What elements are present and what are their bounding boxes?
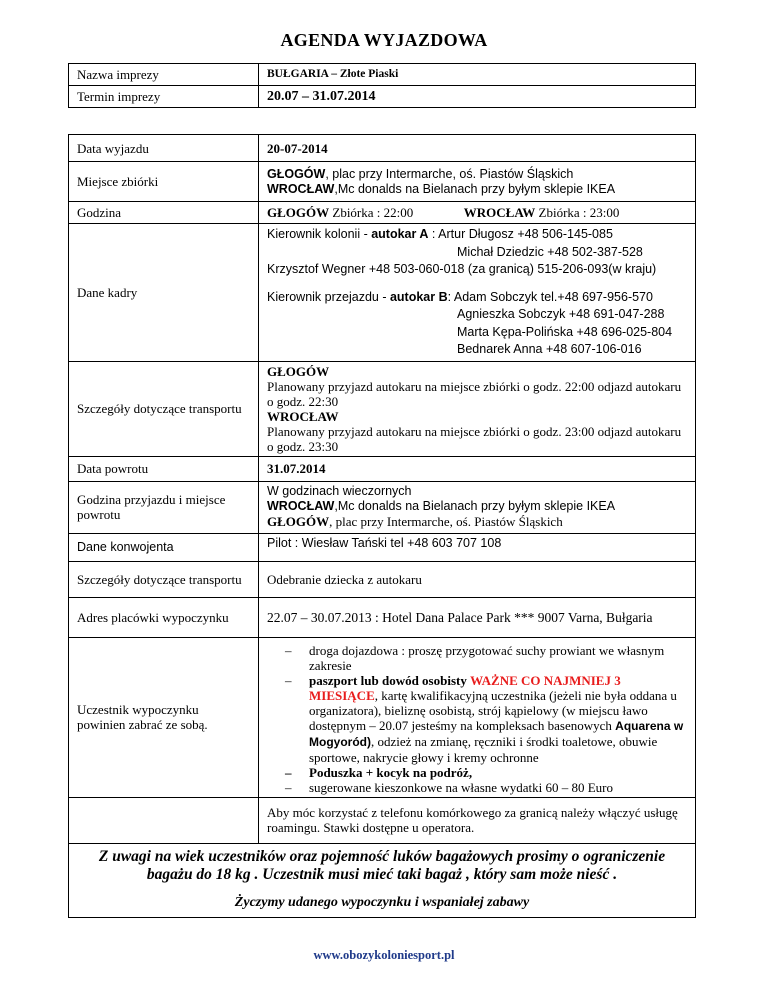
event-term-label: Termin imprezy (69, 86, 259, 108)
return-time-value: W godzinach wieczornych WROCŁAW,Mc donalds na Bielanach przy byłym sklepie IKEA GŁOGÓW, plac przy Intermarche, oś. Piastów Śląskich (259, 481, 696, 533)
time-value: GŁOGÓW Zbiórka : 22:00 WROCŁAW Zbiórka : 23:00 (259, 202, 696, 224)
event-term-value: 20.07 – 31.07.2014 (259, 86, 696, 108)
list-item: – sugerowane kieszonkowe na własne wydatki 60 – 80 Euro (285, 780, 687, 795)
convoy-value: Pilot : Wiesław Tański tel +48 603 707 108 (259, 533, 696, 561)
staff-value: Kierownik kolonii - autokar A : Artur Długosz +48 506-145-085 Michał Dziedzic +48 502-387-528 Krzysztof Wegner +48 503-060-018 (za granicą) 515-206-093(w kraju) Kierownik przejazdu - autokar B: Adam Sobczyk tel.+48 697-956-570 Agnieszka Sobczyk +48 691-047-288 Marta Kępa-Polińska +48 696-025-804 Bednarek Anna +48 607-106-016 (259, 224, 696, 362)
return-time-label: Godzina przyjazdu i miejsce powrotu (69, 481, 259, 533)
footer-cell (69, 843, 696, 917)
transport-details-2-value: Odebranie dziecka z autokaru (259, 561, 696, 597)
roaming-note: Aby móc korzystać z telefonu komórkowego za granicą należy włączyć usługę roamingu. Stawki dostępne u operatora. (259, 797, 696, 843)
gathering-place-label: Miejsce zbiórki (69, 162, 259, 202)
time-label: Godzina (69, 202, 259, 224)
transport-details-value: GŁOGÓW Planowany przyjazd autokaru na miejsce zbiórki o godz. 22:00 odjazd autokaru o godz. 22:30 WROCŁAW Planowany przyjazd autokaru na miejsce zbiórki o godz. 23:00 odjazd autokaru o godz. 23:30 (259, 361, 696, 456)
items-label: Uczestnik wypoczynku powinien zabrać ze sobą. (69, 637, 259, 797)
return-date-label: Data powrotu (69, 456, 259, 481)
list-item: – paszport lub dowód osobisty WAŻNE CO NAJMNIEJ 3 MIESIĄCE, kartę kwalifikacyjną uczestnika (jeżeli nie była oddana u organizatora), bieliznę osobistą, strój kąpielowy (w miejscu ławo dostępnym – 20.07 jesteśmy na kompleksach basenowych Aquarena w Mogyoród), odzież na zmianę, ręczniki i środki toaletowe, obuwie sportowe, nakrycie głowy i kremy ochronne (285, 673, 687, 765)
baggage-note: Z uwagi na wiek uczestników oraz pojemność luków bagażowych prosimy o ograniczenie bagażu do 18 kg . Uczestnik musi mieć taki bagaż , który sam może nieść . (98, 848, 666, 883)
event-table (68, 63, 696, 108)
items-list-cell (259, 637, 696, 797)
document-title: AGENDA WYJAZDOWA (280, 30, 488, 50)
convoy-label: Dane konwojenta (69, 533, 259, 561)
wish-note: Życzymy udanego wypoczynku i wspaniałej zabawy (234, 895, 530, 910)
address-value: 22.07 – 30.07.2013 : Hotel Dana Palace Park *** 9007 Varna, Bułgaria (259, 597, 696, 637)
website-link[interactable]: www.obozykoloniesport.pl (313, 948, 455, 962)
city-wroclaw: WROCŁAW (267, 181, 335, 196)
transport-details-2-label: Szczegóły dotyczące transportu (69, 561, 259, 597)
event-name-value: BUŁGARIA – Złote Piaski (259, 64, 696, 86)
address-label: Adres placówki wypoczynku (69, 597, 259, 637)
items-label-cont (69, 797, 259, 843)
city-glogow: GŁOGÓW (267, 166, 326, 181)
return-date-value: 31.07.2014 (259, 456, 696, 481)
list-item: – Poduszka + kocyk na podróż, (285, 765, 687, 780)
staff-label: Dane kadry (69, 224, 259, 362)
departure-date-value: 20-07-2014 (259, 135, 696, 162)
transport-details-label: Szczegóły dotyczące transportu (69, 361, 259, 456)
items-list (267, 643, 687, 795)
list-item: – droga dojazdowa : proszę przygotować suchy prowiant we własnym zakresie (285, 643, 687, 673)
event-name-label: Nazwa imprezy (69, 64, 259, 86)
gathering-place-value: GŁOGÓW, plac przy Intermarche, oś. Piastów Śląskich WROCŁAW,Mc donalds na Bielanach przy byłym sklepie IKEA (259, 162, 696, 202)
departure-date-label: Data wyjazdu (69, 135, 259, 162)
agenda-table (68, 134, 696, 918)
